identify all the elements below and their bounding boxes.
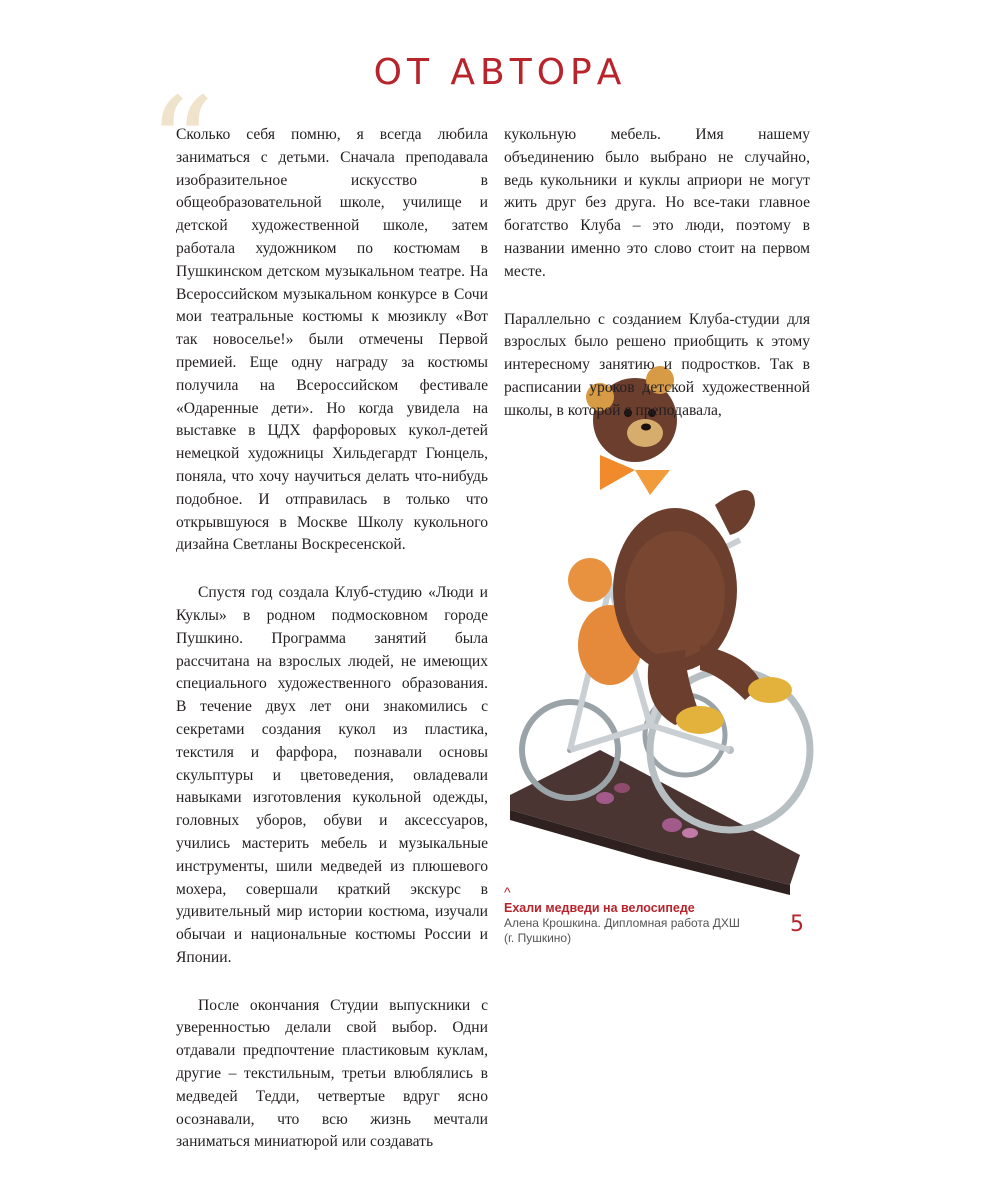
opening-quote-icon: “	[148, 69, 215, 221]
page-number: 5	[790, 912, 804, 937]
paragraph: Спустя год создала Клуб-студию «Люди и Куклы» в родном подмосковном городе Пушкино. Программа занятий была рассчитана на взрослых людей, не имеющих специального художественного образования. В течение двух лет они знакомились с секретами создания кукол из пластика, текстиля и фарфора, познавали основы скульптуры и цветоведения, овладевали навыками изготовления кукольной одежды, головных уборов, обуви и аксессуаров, учились мастерить мебель и музыкальные инструменты, шили медведей из плюшевого мохера, совершали краткий экскурс в удивительный мир истории костюма, изучали обычаи и национальные костюмы России и Японии.	[176, 584, 488, 966]
caret-up-icon: ^	[504, 884, 511, 900]
paragraph: Сколько себя помню, я всегда любила заниматься с детьми. Сначала преподавала изобразительное искусство в общеобразовательной школе, училище и детской художественной школе, затем работала художником по костюмам в Пушкинском детском музыкальном театре. На Всероссийском музыкальном конкурсе в Сочи мои театральные костюмы к мюзиклу «Вот так новоселье!» были отмечены Первой премией. Еще одну награду за костюмы получила на Всероссийском фестивале «Одаренные дети». Но когда увидела на выставке в ЦДХ фарфоровых кукол-детей немецкой художницы Хильдегардт Гюнцель, поняла, что хочу научиться делать что-нибудь подобное. И отправилась в только что открывшуюся в Москве Школу кукольного дизайна Светланы Воскресенской.	[176, 126, 488, 554]
paragraph: кукольную мебель. Имя нашему объединению было выбрано не случайно, ведь кукольники и куклы априори не могут жить друг без друга. Но все-таки главное богатство Клуба – это люди, поэтому в названии именно это слово стоит на первом месте.	[504, 126, 810, 280]
caption-title: Ехали медведи на велосипеде	[504, 901, 695, 915]
paragraph: После окончания Студии выпускники с уверенностью делали свой выбор. Одни отдавали предпочтение пластиковым куклам, другие – текстильным, третьи влюблялись в медведей Тедди, четвертые вдруг ясно осознавали, что всю жизнь мечтали заниматься миниатюрой или создавать	[176, 996, 488, 1151]
right-text-column	[504, 124, 810, 448]
page-title: ОТ АВТОРА	[373, 52, 627, 93]
left-text-column	[176, 124, 488, 1179]
paragraph: Параллельно с созданием Клуба-студии для взрослых было решено приобщить к этому интересному занятию и подростков. Так в расписании уроков детской художественной школы, в которой я преподавала,	[504, 310, 810, 419]
caption-text: Алена Крошкина. Дипломная работа ДХШ (г. Пушкино)	[504, 916, 740, 945]
image-caption	[504, 886, 744, 946]
